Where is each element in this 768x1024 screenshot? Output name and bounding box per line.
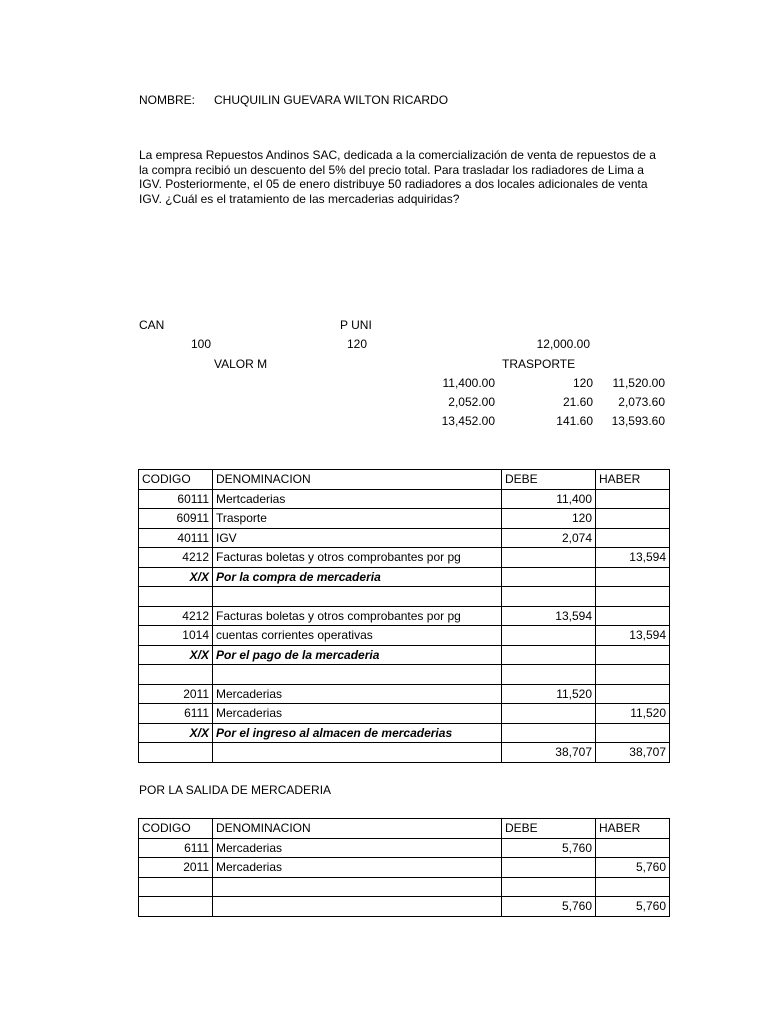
cell-debe: 13,594 — [502, 606, 596, 626]
calc-valor: 2,052.00 — [448, 395, 495, 409]
cell-haber: 11,520 — [596, 704, 670, 724]
puni-label: P UNI — [340, 318, 372, 332]
table-row — [139, 606, 670, 626]
header-debe: DEBE — [502, 819, 596, 839]
cell-denominacion: Mercaderias — [213, 858, 502, 878]
table-row — [139, 877, 670, 897]
table-row — [139, 858, 670, 878]
puni-value: 120 — [346, 337, 367, 351]
cell-denominacion: IGV — [213, 528, 502, 548]
header-haber: HABER — [596, 470, 670, 490]
total-debe: 38,707 — [502, 743, 596, 763]
cell-debe: 11,400 — [502, 489, 596, 509]
table-row — [139, 626, 670, 646]
cell-codigo: 1014 — [139, 626, 213, 646]
cell-denominacion — [213, 743, 502, 763]
valor-label: VALOR M — [214, 357, 268, 371]
cell-codigo — [139, 877, 213, 897]
total-haber: 38,707 — [596, 743, 670, 763]
cell-denominacion — [213, 587, 502, 607]
can-value: 100 — [190, 337, 211, 351]
header-debe: DEBE — [502, 470, 596, 490]
cell-codigo: X/X — [139, 645, 213, 665]
cell-denominacion — [213, 665, 502, 685]
cell-haber: 13,594 — [596, 548, 670, 568]
cell-denominacion: Facturas boletas y otros comprobantes por pg — [213, 606, 502, 626]
cell-haber — [596, 723, 670, 743]
problem-line: IGV. Posteriormente, el 05 de enero distribuye 50 radiadores a dos locales adicionales de venta — [139, 177, 648, 191]
table-row — [139, 509, 670, 529]
cell-codigo: 40111 — [139, 528, 213, 548]
cell-codigo — [139, 665, 213, 685]
name-value: CHUQUILIN GUEVARA WILTON RICARDO — [214, 93, 449, 107]
cell-debe — [502, 567, 596, 587]
cell-debe: 2,074 — [502, 528, 596, 548]
cell-codigo: X/X — [139, 723, 213, 743]
cell-denominacion: Por el ingreso al almacen de mercaderias — [213, 723, 502, 743]
cell-haber — [596, 684, 670, 704]
cell-denominacion — [213, 897, 502, 917]
cell-haber: 13,594 — [596, 626, 670, 646]
table-row — [139, 684, 670, 704]
cell-debe — [502, 704, 596, 724]
cell-codigo: 6111 — [139, 838, 213, 858]
cell-haber — [596, 645, 670, 665]
calc-valor: 11,400.00 — [442, 376, 495, 390]
can-label: CAN — [139, 318, 165, 332]
cell-codigo: 60111 — [139, 489, 213, 509]
cell-debe: 11,520 — [502, 684, 596, 704]
calc-trasporte: 120 — [572, 376, 593, 390]
problem-statement — [139, 148, 672, 206]
total-debe: 5,760 — [502, 897, 596, 917]
table-row — [139, 704, 670, 724]
calc-row-total: 2,073.60 — [618, 395, 665, 409]
table-total-row — [139, 897, 670, 917]
header-denominacion: DENOMINACION — [213, 819, 502, 839]
cell-haber — [596, 489, 670, 509]
cell-debe: 120 — [502, 509, 596, 529]
table-row-note — [139, 723, 670, 743]
table-row-note — [139, 567, 670, 587]
header-denominacion: DENOMINACION — [213, 470, 502, 490]
cell-denominacion: Facturas boletas y otros comprobantes por pg — [213, 548, 502, 568]
calc-total: 12,000.00 — [536, 337, 590, 351]
cell-haber — [596, 587, 670, 607]
cell-codigo: 60911 — [139, 509, 213, 529]
cell-codigo: 2011 — [139, 858, 213, 878]
table-row — [139, 665, 670, 685]
cell-debe — [502, 723, 596, 743]
trasporte-label: TRASPORTE — [502, 357, 576, 371]
cell-denominacion: Trasporte — [213, 509, 502, 529]
total-haber: 5,760 — [596, 897, 670, 917]
cell-denominacion: Mercaderias — [213, 838, 502, 858]
cell-haber — [596, 528, 670, 548]
table-total-row — [139, 743, 670, 763]
table-header-row — [139, 819, 670, 839]
calc-row-total: 11,520.00 — [612, 376, 665, 390]
name-label: NOMBRE: — [139, 93, 196, 107]
cell-debe — [502, 858, 596, 878]
cell-denominacion: Por la compra de mercaderia — [213, 567, 502, 587]
table-row-note — [139, 645, 670, 665]
cell-denominacion: cuentas corrientes operativas — [213, 626, 502, 646]
cell-denominacion: Mercaderias — [213, 704, 502, 724]
header-codigo: CODIGO — [139, 470, 213, 490]
problem-line: IGV. ¿Cuál es el tratamiento de las mercaderias adquiridas? — [139, 191, 460, 206]
cell-codigo: 6111 — [139, 704, 213, 724]
cell-haber: 5,760 — [596, 858, 670, 878]
table-row — [139, 548, 670, 568]
calc-valor: 13,452.00 — [441, 414, 495, 428]
journal-table-purchase — [138, 469, 670, 763]
table-row — [139, 489, 670, 509]
cell-debe — [502, 587, 596, 607]
calc-trasporte: 21.60 — [562, 395, 593, 409]
cell-codigo — [139, 743, 213, 763]
cell-codigo: 2011 — [139, 684, 213, 704]
cell-debe: 5,760 — [502, 838, 596, 858]
cell-debe — [502, 548, 596, 568]
cell-codigo: 4212 — [139, 548, 213, 568]
cell-haber — [596, 838, 670, 858]
cell-haber — [596, 606, 670, 626]
header-codigo: CODIGO — [139, 819, 213, 839]
journal-table-salida — [138, 818, 670, 917]
cell-codigo: 4212 — [139, 606, 213, 626]
cell-debe — [502, 665, 596, 685]
cell-haber — [596, 665, 670, 685]
problem-line: La empresa Repuestos Andinos SAC, dedicada a la comercialización de venta de repuestos de a — [139, 148, 656, 162]
cell-debe — [502, 626, 596, 646]
problem-line: la compra recibió un descuento del 5% del precio total. Para trasladar los radiadores de Lima a — [139, 162, 644, 177]
cell-debe — [502, 877, 596, 897]
cell-haber — [596, 877, 670, 897]
cell-haber — [596, 567, 670, 587]
calc-trasporte: 141.60 — [556, 414, 593, 428]
cell-codigo — [139, 897, 213, 917]
table-header-row — [139, 470, 670, 490]
header-haber: HABER — [596, 819, 670, 839]
cell-denominacion: Mertcaderias — [213, 489, 502, 509]
cell-codigo — [139, 587, 213, 607]
salida-title: POR LA SALIDA DE MERCADERIA — [139, 783, 332, 797]
cell-denominacion: Por el pago de la mercaderia — [213, 645, 502, 665]
cell-debe — [502, 645, 596, 665]
table-row — [139, 587, 670, 607]
cell-denominacion: Mercaderias — [213, 684, 502, 704]
cell-denominacion — [213, 877, 502, 897]
calc-row-total: 13,593.60 — [611, 414, 665, 428]
cell-codigo: X/X — [139, 567, 213, 587]
cell-haber — [596, 509, 670, 529]
table-row — [139, 838, 670, 858]
table-row — [139, 528, 670, 548]
